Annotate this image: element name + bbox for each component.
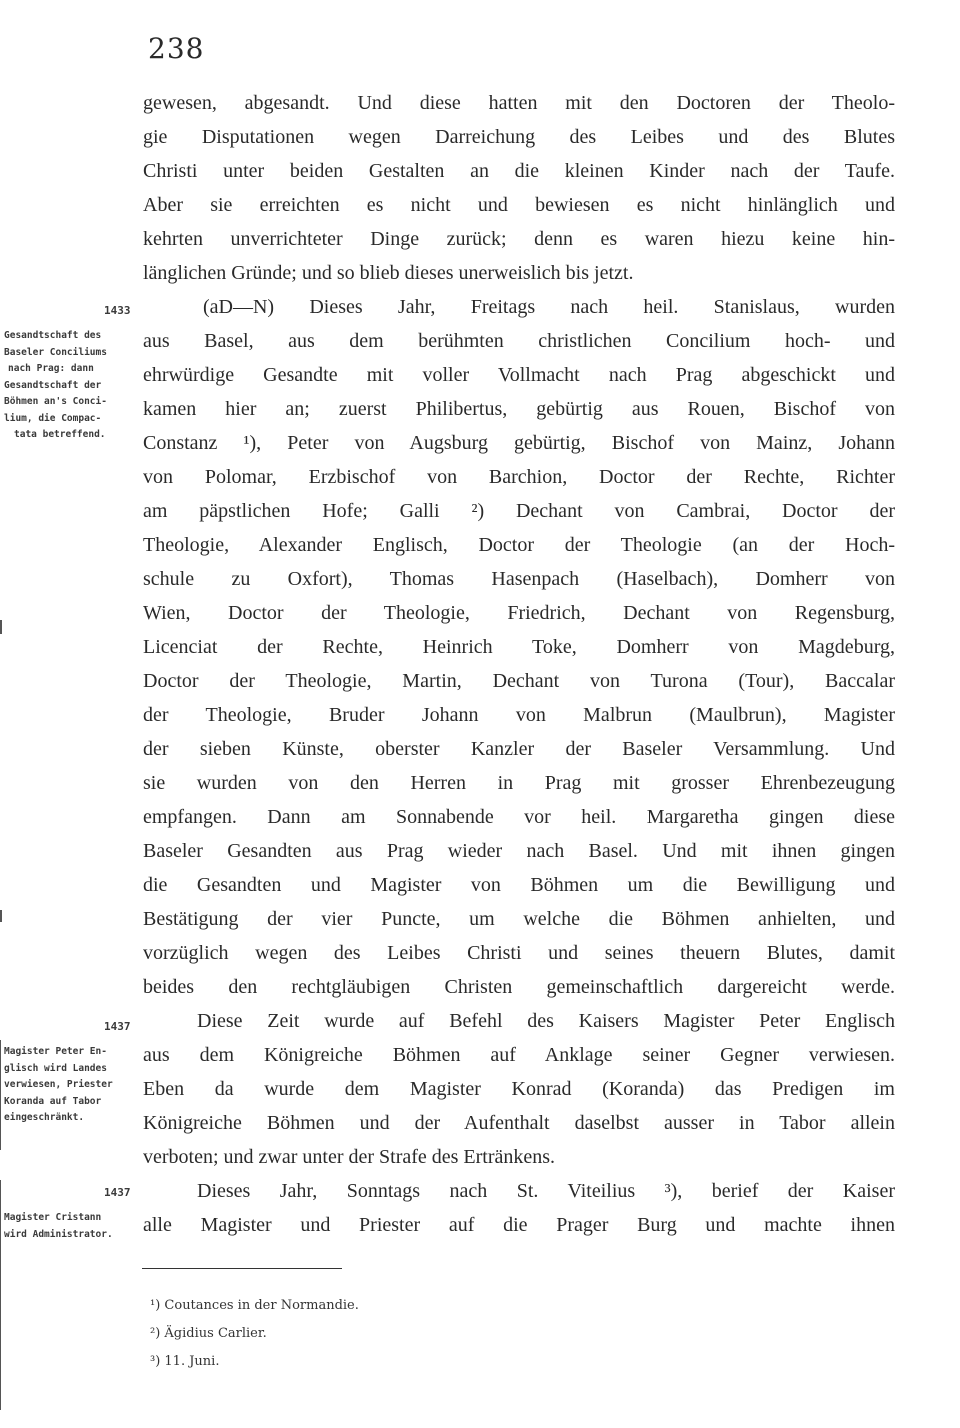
body-line: gie Disputationen wegen Darreichung des Leibes und des Blutes (143, 126, 895, 148)
body-line: der sieben Künste, oberster Kanzler der Baseler Versammlung. Und (143, 738, 895, 760)
body-line: Constanz ¹), Peter von Augsburg gebürtig, Bischof von Mainz, Johann (143, 432, 895, 454)
margin-note-line: verwiesen, Priester (4, 1079, 113, 1090)
margin-note-line: Gesandtschaft der (4, 379, 102, 391)
body-line: die Gesandten und Magister von Böhmen um die Bewilligung und (143, 874, 895, 896)
body-line: aus dem Königreiche Böhmen auf Anklage seiner Gegner verwiesen. (143, 1044, 895, 1066)
body-line: beides den rechtgläubigen Christen gemeinschaftlich dargereicht werde. (143, 976, 895, 998)
scan-edge-mark (0, 620, 2, 634)
margin-note-line: tata betreffend. (14, 429, 106, 440)
footnote-rule (142, 1268, 342, 1269)
body-line: Doctor der Theologie, Martin, Dechant von Turona (Tour), Baccalar (143, 670, 895, 692)
body-line: verboten; und zwar unter der Strafe des Ertränkens. (143, 1146, 556, 1168)
body-line: Eben da wurde dem Magister Konrad (Koranda) das Predigen im (143, 1078, 895, 1100)
margin-note-line: glisch wird Landes (4, 1062, 107, 1074)
footnote: ²) Ägidius Carlier. (150, 1326, 267, 1341)
body-line: empfangen. Dann am Sonnabende vor heil. Margaretha gingen diese (143, 806, 895, 828)
margin-note-line: wird Administrator. (4, 1228, 113, 1240)
margin-note-line: Böhmen an's Conci- (4, 396, 107, 407)
margin-note-line: Gesandtschaft des (4, 330, 102, 341)
body-line: vorzüglich wegen des Leibes Christi und seines theuern Blutes, damit (143, 942, 895, 964)
scan-edge-mark (0, 1180, 1, 1410)
body-line: Aber sie erreichten es nicht und bewiesen es nicht hinlänglich und (143, 194, 895, 216)
body-line: Licenciat der Rechte, Heinrich Toke, Domherr von Magdeburg, (143, 636, 895, 658)
margin-note (4, 1210, 113, 1243)
body-line: Wien, Doctor der Theologie, Friedrich, Dechant von Regensburg, (143, 602, 895, 624)
body-line: Dieses Jahr, Sonntags nach St. Viteilius ³), berief der Kaiser (197, 1180, 895, 1202)
footnote: ¹) Coutances in der Normandie. (150, 1298, 359, 1313)
margin-year: 1433 (104, 304, 131, 317)
margin-note-line: Koranda auf Tabor (4, 1095, 102, 1107)
body-line: am päpstlichen Hofe; Galli ²) Dechant von Cambrai, Doctor der (143, 500, 895, 522)
body-line: alle Magister und Priester auf die Prager Burg und machte ihnen (143, 1214, 895, 1236)
scan-edge-mark (0, 910, 2, 922)
scan-edge-mark (0, 1040, 1, 1150)
margin-note-line: Baseler Conciliums (4, 346, 107, 358)
margin-note-line: nach Prag: dann (8, 363, 94, 374)
body-line: Bestätigung der vier Puncte, um welche die Böhmen anhielten, und (143, 908, 895, 930)
body-line: schule zu Oxfort), Thomas Hasenpach (Haselbach), Domherr von (143, 568, 895, 590)
body-line: (aD—N) Dieses Jahr, Freitags nach heil. Stanislaus, wurden (203, 296, 895, 318)
body-line: gewesen, abgesandt. Und diese hatten mit den Doctoren der Theolo- (143, 92, 895, 114)
footnote: ³) 11. Juni. (150, 1354, 220, 1369)
margin-note-line: eingeschränkt. (4, 1112, 85, 1123)
body-line: Baseler Gesandten aus Prag wieder nach Basel. Und mit ihnen gingen (143, 840, 895, 862)
margin-note-line: lium, die Compac- (4, 412, 102, 424)
body-line: kehrten unverrichteter Dinge zurück; denn es waren hiezu keine hin- (143, 228, 895, 250)
body-line: Theologie, Alexander Englisch, Doctor der Theologie (an der Hoch- (143, 534, 895, 556)
body-line: Diese Zeit wurde auf Befehl des Kaisers Magister Peter Englisch (197, 1010, 895, 1032)
margin-note-line: Magister Cristann (4, 1212, 102, 1223)
margin-note (4, 328, 107, 444)
body-line: Königreiche Böhmen und der Aufenthalt daselbst ausser in Tabor allein (143, 1112, 895, 1134)
body-line: Christi unter beiden Gestalten an die kleinen Kinder nach der Taufe. (143, 160, 895, 182)
margin-note-line: Magister Peter En- (4, 1046, 107, 1057)
body-line: sie wurden von den Herren in Prag mit grosser Ehrenbezeugung (143, 772, 895, 794)
body-line: kamen hier an; zuerst Philibertus, gebürtig aus Rouen, Bischof von (143, 398, 895, 420)
body-line: von Polomar, Erzbischof von Barchion, Doctor der Rechte, Richter (143, 466, 895, 488)
body-line: aus Basel, aus dem berühmten christlichen Concilium hoch- und (143, 330, 895, 352)
margin-note (4, 1044, 113, 1127)
body-line: ehrwürdige Gesandte mit voller Vollmacht nach Prag abgeschickt und (143, 364, 895, 386)
page-number: 238 (148, 32, 205, 65)
margin-year: 1437 (104, 1020, 131, 1033)
body-line: länglichen Gründe; und so blieb dieses unerweislich bis jetzt. (143, 262, 634, 284)
margin-year: 1437 (104, 1186, 131, 1199)
body-line: der Theologie, Bruder Johann von Malbrun (Maulbrun), Magister (143, 704, 895, 726)
